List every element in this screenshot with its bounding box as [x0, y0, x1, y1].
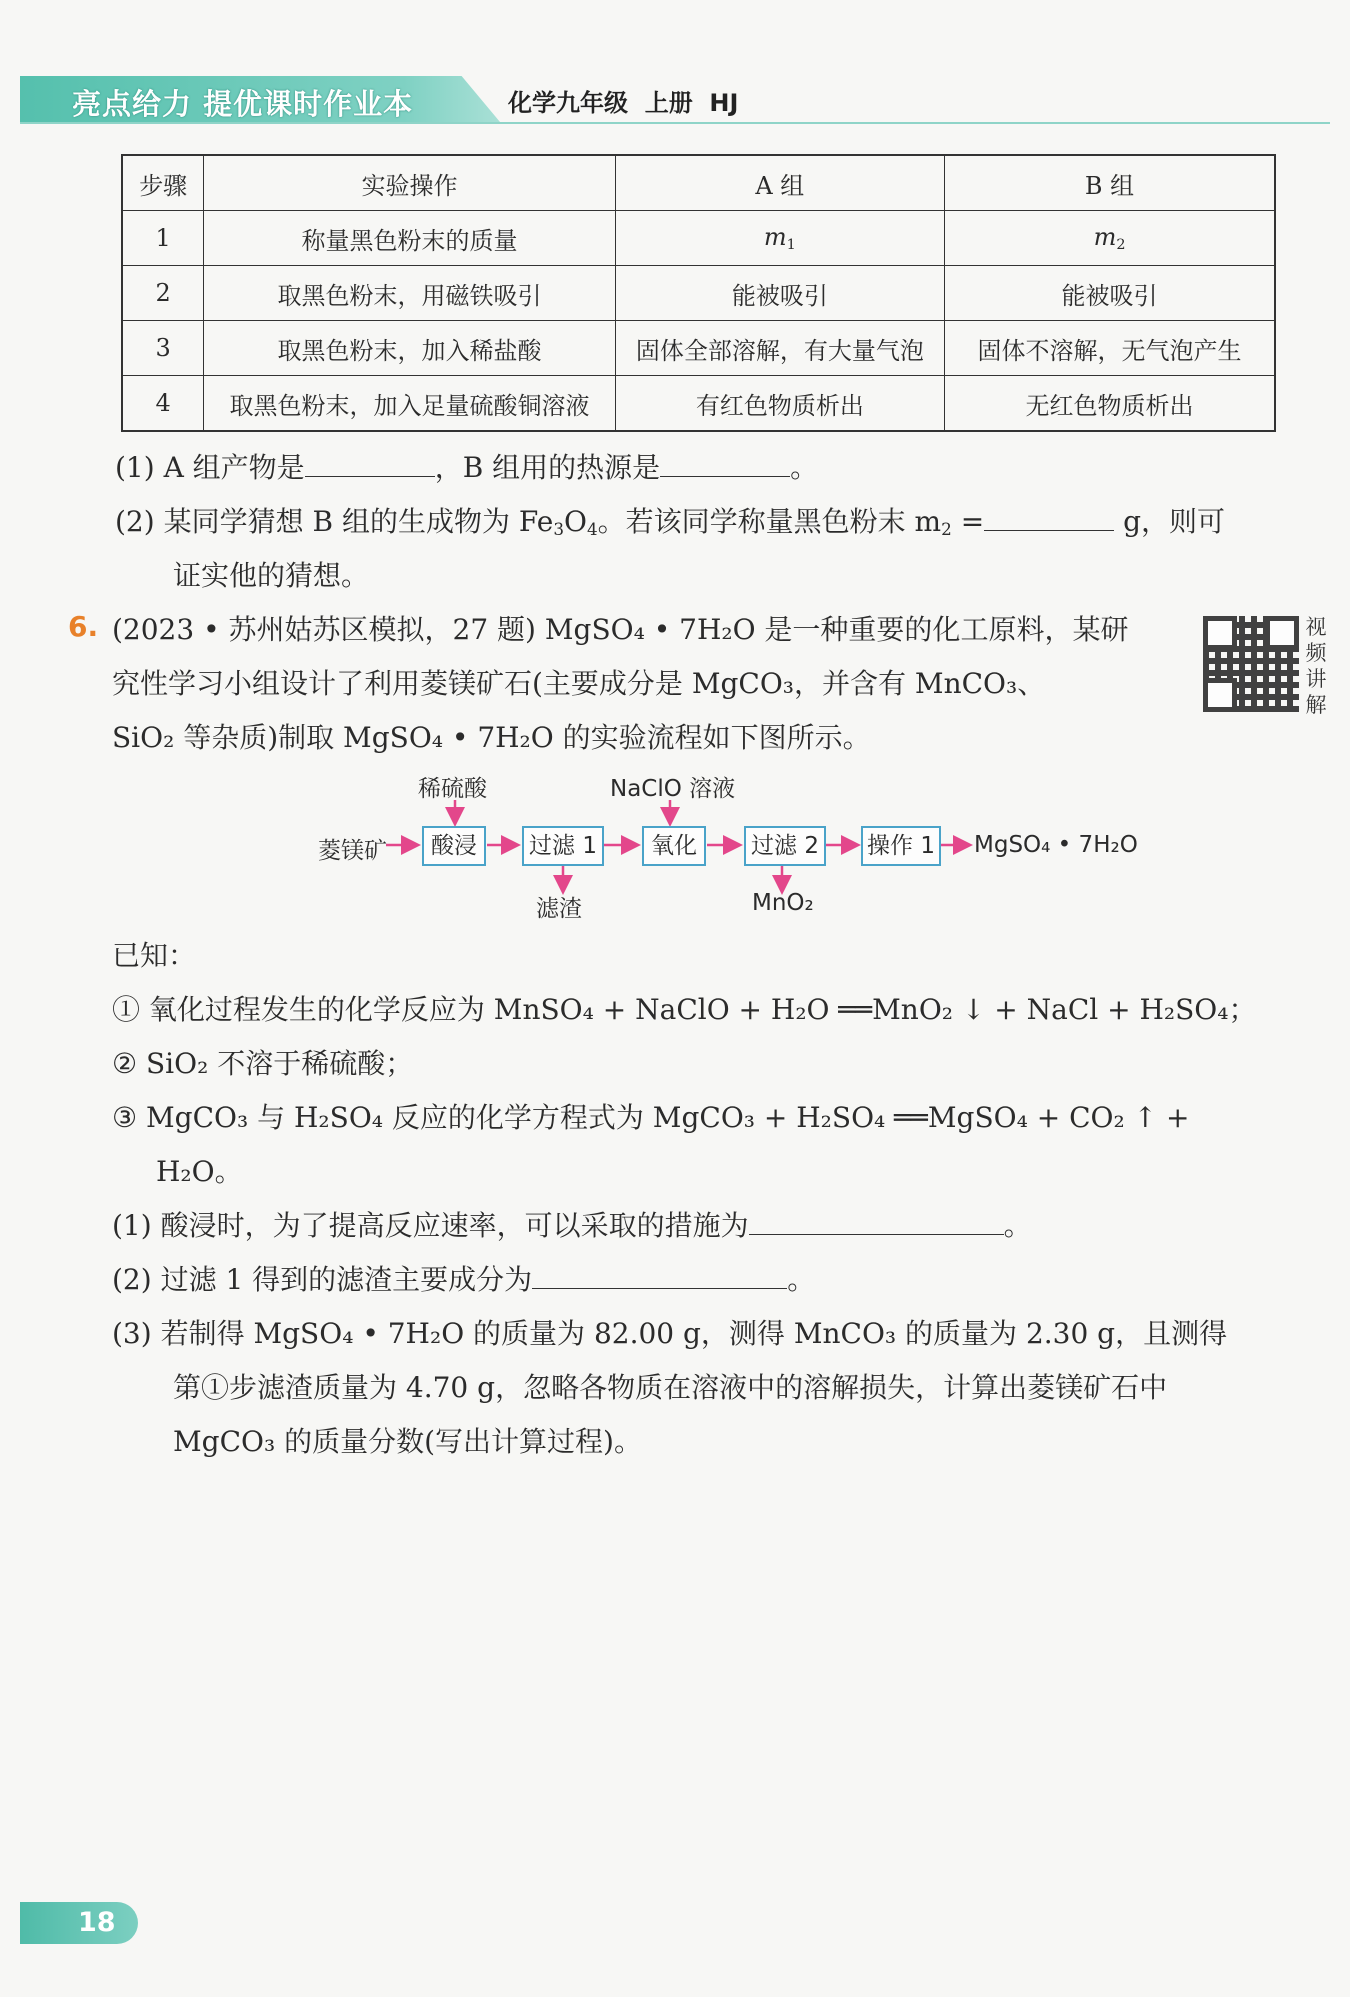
table-cell: 取黑色粉末，加入足量硫酸铜溶液 — [204, 376, 615, 432]
table-cell: 能被吸引 — [945, 266, 1275, 321]
mass-symbol: m — [763, 223, 787, 251]
table-cell: 能被吸引 — [615, 266, 944, 321]
qr-label-char: 视 — [1305, 615, 1327, 639]
q5-part2-text: O — [564, 505, 587, 538]
q6-stem-line: (2023 • 苏州姑苏区模拟，27 题) MgSO₄ • 7H₂O 是一种重要的化工原料，某研 — [112, 613, 1129, 646]
flow-byproduct: MnO₂ — [752, 890, 814, 916]
table-header: A 组 — [615, 155, 944, 211]
book-title: 亮点给力 提优课时作业本 — [72, 87, 414, 121]
table-cell: 1 — [122, 211, 204, 266]
q6-sub1 — [112, 1206, 1032, 1246]
flow-step-oxidize: 氧化 — [642, 826, 706, 866]
q5-part1-text: 。 — [790, 451, 819, 484]
q5-part1-text: (1) A 组产物是 — [115, 451, 305, 484]
q6-sub3-line: MgCO₃ 的质量分数(写出计算过程)。 — [173, 1425, 642, 1458]
q6-sub2-text: (2) 过滤 1 得到的滤渣主要成分为 — [112, 1263, 533, 1296]
answer-blank[interactable] — [749, 1208, 1004, 1235]
subscript: 2 — [941, 519, 952, 539]
page-number: 18 — [20, 1902, 138, 1944]
q6-sub2-text: 。 — [787, 1263, 816, 1296]
q5-part1-text: ，B 组用的热源是 — [434, 451, 661, 484]
table-cell: 取黑色粉末，加入稀盐酸 — [204, 321, 615, 376]
qr-label-char: 解 — [1305, 693, 1327, 717]
table-cell: 无红色物质析出 — [945, 376, 1275, 432]
flow-input: 菱镁矿 — [318, 838, 387, 864]
answer-blank[interactable] — [532, 1262, 787, 1289]
qr-label-char: 频 — [1305, 641, 1327, 665]
known-item: ① 氧化过程发生的化学反应为 MnSO₄ + NaClO + H₂O ══MnO₂ ↓ + NaCl + H₂SO₄； — [112, 993, 1257, 1026]
table-cell: 2 — [122, 266, 204, 321]
mass-symbol: m — [1093, 223, 1117, 251]
table-cell: 取黑色粉末，用磁铁吸引 — [204, 266, 615, 321]
subscript: 3 — [553, 519, 564, 539]
q5-part2-text: (2) 某同学猜想 B 组的生成物为 Fe — [115, 505, 554, 538]
flow-step-filter2: 过滤 2 — [744, 826, 826, 866]
table-cell: 3 — [122, 321, 204, 376]
question-number: 6. — [68, 610, 99, 643]
q5-part2-cont: 证实他的猜想。 — [173, 559, 370, 592]
flow-residue: 滤渣 — [536, 896, 582, 922]
flow-step-filter1: 过滤 1 — [522, 826, 604, 866]
subject-label: 化学九年级 上册 HJ — [508, 89, 739, 117]
q5-part2-text: 。若该同学称量黑色粉末 m — [597, 505, 942, 538]
flow-step-operation1: 操作 1 — [861, 826, 941, 866]
q5-part2-text: = — [951, 505, 985, 538]
known-item: ③ MgCO₃ 与 H₂SO₄ 反应的化学方程式为 MgCO₃ + H₂SO₄ ══MgSO₄ + CO₂ ↑ + — [112, 1101, 1190, 1134]
subscript: 1 — [786, 237, 796, 253]
q6-sub3-line: (3) 若制得 MgSO₄ • 7H₂O 的质量为 82.00 g，测得 MnCO₃ 的质量为 2.30 g，且测得 — [112, 1317, 1228, 1350]
table-header: 步骤 — [122, 155, 204, 211]
q6-sub2 — [112, 1260, 815, 1300]
table-cell: 固体全部溶解，有大量气泡 — [615, 321, 944, 376]
q6-sub1-text: 。 — [1003, 1209, 1032, 1242]
subscript: 4 — [586, 519, 598, 539]
flow-step-acid-leach: 酸浸 — [422, 826, 486, 866]
flow-reagent-acid: 稀硫酸 — [418, 776, 487, 802]
subscript: 2 — [1116, 237, 1126, 253]
table-cell: 称量黑色粉末的质量 — [204, 211, 615, 266]
q5-part2-text: g，则可 — [1114, 505, 1225, 538]
table-cell: 固体不溶解，无气泡产生 — [945, 321, 1275, 376]
q6-sub1-text: (1) 酸浸时，为了提高反应速率，可以采取的措施为 — [112, 1209, 749, 1242]
q6-sub3-line: 第①步滤渣质量为 4.70 g，忽略各物质在溶液中的溶解损失，计算出菱镁矿石中 — [173, 1371, 1168, 1404]
known-title: 已知： — [112, 939, 197, 972]
table-header: 实验操作 — [204, 155, 615, 211]
q6-stem-line: 究性学习小组设计了利用菱镁矿石(主要成分是 MgCO₃，并含有 MnCO₃、 — [112, 667, 1046, 700]
flow-output: MgSO₄ • 7H₂O — [974, 832, 1138, 858]
flow-reagent-naclo: NaClO 溶液 — [610, 776, 736, 802]
q6-stem-line: SiO₂ 等杂质)制取 MgSO₄ • 7H₂O 的实验流程如下图所示。 — [112, 721, 871, 754]
table-header: B 组 — [945, 155, 1275, 211]
qr-label-char: 讲 — [1305, 667, 1327, 691]
known-item: H₂O。 — [156, 1155, 243, 1188]
table-cell: 4 — [122, 376, 204, 432]
known-item: ② SiO₂ 不溶于稀硫酸； — [112, 1047, 414, 1080]
table-cell: 有红色物质析出 — [615, 376, 944, 432]
